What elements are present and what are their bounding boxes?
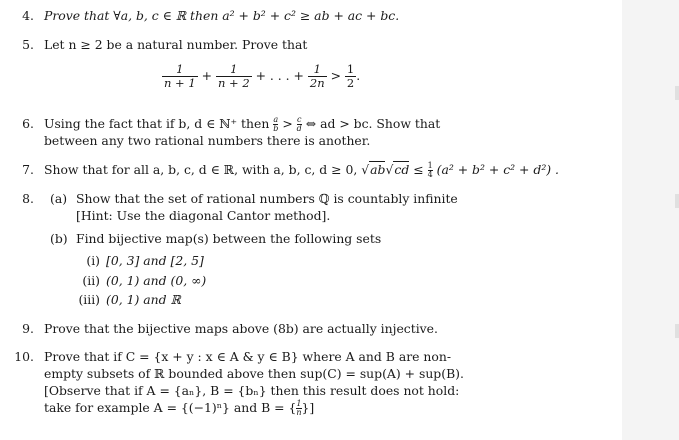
- part-text: Find bijective map(s) between the following sets: [76, 231, 382, 246]
- problem-6-line2: between any two rational numbers there is another.: [44, 133, 371, 148]
- problem-number: 5.: [22, 37, 34, 52]
- problem-10-line4: take for example A = {(−1)ⁿ} and B = { $\frac{1}{n}$ }]: [44, 399, 315, 417]
- problem-text: Prove that the bijective maps above (8b) are actually injective.: [44, 321, 438, 336]
- problem-number: 9.: [22, 321, 34, 336]
- fraction: $\frac{1}{2}$: [346, 62, 355, 90]
- problem-number: 10.: [14, 349, 34, 364]
- problem-number: 8.: [22, 191, 34, 206]
- part-label: (b): [50, 231, 68, 246]
- page-margin: [622, 0, 679, 440]
- fraction: $\frac{1}{n + 2}$: [217, 62, 250, 90]
- problem-text: Prove that if C = {x + y : x ∈ A & y ∈ B} where A and B are non-: [44, 349, 452, 364]
- margin-mark: [675, 324, 679, 338]
- problem-number: 7.: [22, 162, 34, 177]
- problem-text: Prove that ∀a, b, c ∈ ℝ then a² + b² + c² ≥ ab + ac + bc.: [44, 8, 400, 23]
- problem-number: 6.: [22, 116, 34, 131]
- hint-text: [Hint: Use the diagonal Cantor method].: [76, 208, 331, 223]
- problem-number: 4.: [22, 8, 34, 23]
- problem-5-formula: $\frac{1}{n + 1}$ + $\frac{1}{n + 2}$ + . . . + $\frac{1}{2n}$ > $\frac{1}{2}$ .: [164, 62, 361, 90]
- fraction: $\frac{1}{n + 1}$: [164, 62, 196, 90]
- margin-mark: [675, 194, 679, 208]
- margin-mark: [675, 86, 679, 100]
- fraction: $\frac{1}{2n}$: [309, 62, 325, 90]
- problem-text: Let n ≥ 2 be a natural number. Prove that: [44, 37, 308, 52]
- document-page: 4. Prove that ∀a, b, c ∈ ℝ then a² + b² + c² ≥ ab + ac + bc. 5. Let n ≥ 2 be a natural number. Prove that $\frac{1}{n + 1}$ + $\frac{1}{n + 2}$ + . . . + $\frac{1}{2n}$ > $\frac{1}{2}$ . 6. Using the fact that if b, d ∈ ℕ⁺ then $\frac{a}{b}$ > $\frac{c}{d}$ ⇔ ad > bc. Show that between any two rational numbers there is another. 7. Show that for all a, b, c, d ∈ ℝ, with a, b, c, d ≥ 0, √ab√cd ≤ $\frac{1}{4}$ (a² + b² + c² + d²) . 8. (a) Show that the set of rational numbers ℚ is countably infinite [Hint: Use the diagonal Cantor method]. (b) Find bijective map(s) between the following sets (i) [0, 3] and [2, 5] (ii) (0, 1) and (0, ∞) (iii) (0, 1) and ℝ 9. Prove that the bijective maps above (8b) are actually injective. 10. Prove that if C = {x + y : x ∈ A & y ∈ B} where A and B are non- empty subsets of ℝ bounded above then sup(C) = sup(A) + sup(B). [Observe that if A = {aₙ}, B = {bₙ} then this result does not hold: take for example A = {(−1)ⁿ} and B = { $\frac{1}{n}$ }]: [0, 0, 622, 440]
- part-text: Show that the set of rational numbers ℚ is countably infinite: [76, 191, 458, 206]
- problem-10-line2: empty subsets of ℝ bounded above then sup(C) = sup(A) + sup(B).: [44, 366, 464, 381]
- problem-10-line3: [Observe that if A = {aₙ}, B = {bₙ} then this result does not hold:: [44, 383, 460, 398]
- part-label: (a): [50, 191, 68, 206]
